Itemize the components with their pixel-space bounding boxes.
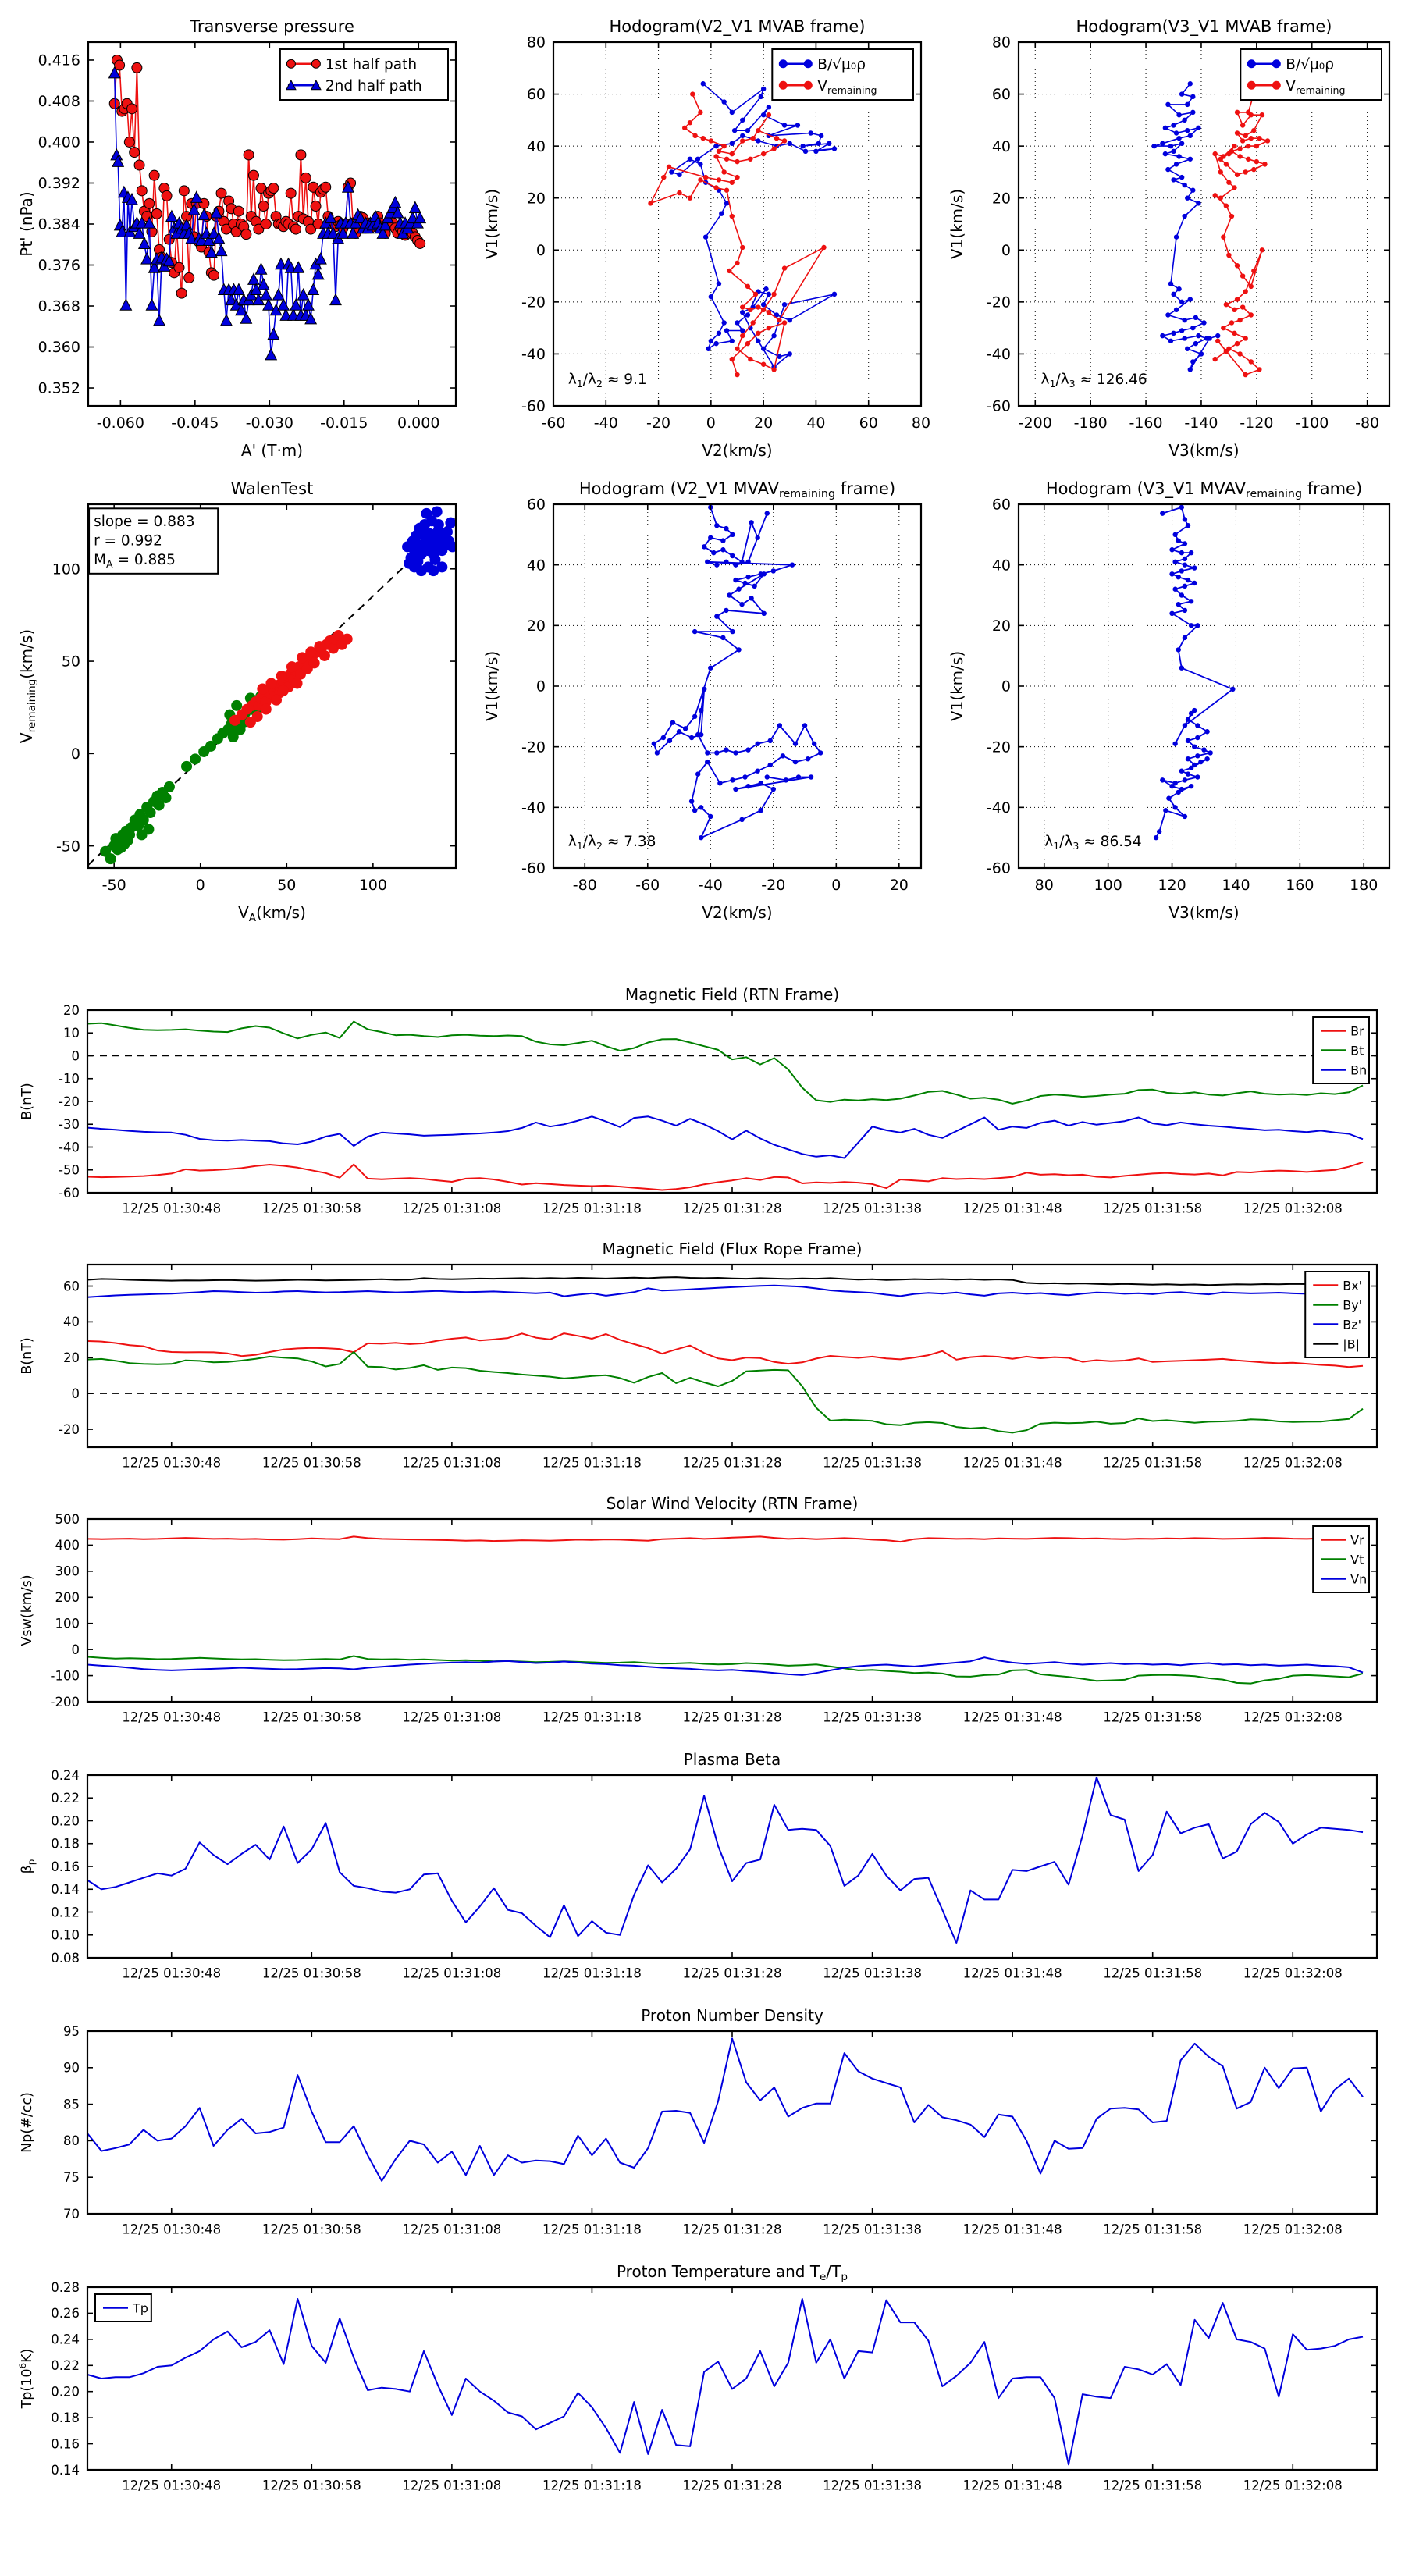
panel-title: Hodogram(V2_V1 MVAB frame) [609, 17, 866, 36]
svg-text:12/25 01:31:18: 12/25 01:31:18 [542, 1201, 642, 1216]
svg-text:-0.045: -0.045 [171, 415, 219, 432]
svg-text:12/25 01:31:58: 12/25 01:31:58 [1103, 1710, 1203, 1725]
svg-text:B/√μ₀ρ: B/√μ₀ρ [817, 56, 866, 73]
svg-text:12/25 01:31:28: 12/25 01:31:28 [682, 1201, 782, 1216]
svg-text:Vremaining: $V_{remaining}$ [1286, 77, 1346, 96]
svg-text:0: 0 [71, 1386, 80, 1401]
svg-text:12/25 01:31:08: 12/25 01:31:08 [402, 1455, 502, 1471]
svg-text:-0.015: -0.015 [320, 415, 368, 432]
svg-text:12/25 01:31:38: 12/25 01:31:38 [823, 2478, 923, 2493]
svg-text:0: 0 [535, 241, 546, 259]
svg-text:12/25 01:32:08: 12/25 01:32:08 [1243, 1201, 1343, 1216]
panel-hodogram-v2v1-mvab [471, 6, 934, 465]
svg-text:60: 60 [859, 415, 878, 432]
x-axis-label: V3(km/s) [1168, 441, 1240, 460]
svg-text:70: 70 [63, 2206, 80, 2222]
svg-text:12/25 01:30:58: 12/25 01:30:58 [261, 1710, 361, 1725]
svg-text:-20: -20 [59, 1094, 80, 1109]
panel-title: Proton Temperature and $T_e/T_p$ [616, 2262, 848, 2283]
svg-text:50: 50 [277, 877, 297, 894]
svg-text:λ1/λ2 ≈ 7.38: $\lambda_1/\lambda_2 \approx 7.38$ [567, 833, 656, 852]
svg-text:-20: -20 [59, 1421, 80, 1437]
svg-text:Br: Br [1350, 1023, 1364, 1039]
svg-text:-50: -50 [101, 877, 126, 894]
svg-text:0: 0 [535, 678, 546, 696]
x-axis-label: V3(km/s) [1168, 903, 1240, 922]
svg-text:By': By' [1343, 1297, 1363, 1313]
svg-text:0.408: 0.408 [37, 93, 80, 111]
svg-text:-60: -60 [59, 1185, 80, 1201]
svg-text:140: 140 [1222, 877, 1250, 894]
svg-text:40: 40 [63, 1315, 80, 1330]
svg-text:12/25 01:32:08: 12/25 01:32:08 [1243, 2478, 1343, 2493]
svg-text:-60: -60 [986, 397, 1011, 415]
svg-text:-40: -40 [521, 346, 546, 364]
svg-text:12/25 01:31:38: 12/25 01:31:38 [823, 2222, 923, 2237]
svg-text:12/25 01:30:48: 12/25 01:30:48 [122, 1710, 222, 1725]
panel-proton-density [0, 2001, 1405, 2250]
svg-text:-30: -30 [59, 1117, 80, 1133]
svg-text:λ1/λ3 ≈ 86.54: $\lambda_1/\lambda_3 \approx 86.54$ [1044, 833, 1142, 852]
svg-text:-20: -20 [761, 877, 786, 894]
legend [280, 49, 448, 100]
svg-text:12/25 01:30:48: 12/25 01:30:48 [122, 2222, 222, 2237]
hodogram-v3v1-mvab-svg [937, 6, 1402, 465]
svg-text:12/25 01:31:48: 12/25 01:31:48 [962, 2478, 1062, 2493]
svg-text:-40: -40 [59, 1140, 80, 1155]
x-axis-label: V2(km/s) [702, 903, 773, 922]
svg-text:12/25 01:31:48: 12/25 01:31:48 [962, 1710, 1062, 1725]
svg-text:80: 80 [991, 34, 1011, 52]
plasma-beta-svg [0, 1745, 1405, 1994]
svg-text:0.20: 0.20 [51, 1813, 80, 1829]
y-axis-label: B(nT) [20, 1337, 35, 1375]
svg-text:12/25 01:31:38: 12/25 01:31:38 [823, 1966, 923, 1981]
svg-text:-40: -40 [521, 799, 546, 817]
svg-text:12/25 01:31:28: 12/25 01:31:28 [682, 2222, 782, 2237]
svg-text:-100: -100 [1295, 415, 1329, 432]
svg-text:-20: -20 [521, 738, 546, 756]
svg-text:slope = 0.883: slope = 0.883 [94, 513, 195, 530]
svg-text:20: 20 [526, 190, 546, 208]
svg-text:100: 100 [1094, 877, 1122, 894]
svg-text:Bz': Bz' [1343, 1317, 1362, 1332]
svg-text:12/25 01:31:58: 12/25 01:31:58 [1103, 2478, 1203, 2493]
svg-text:0.360: 0.360 [37, 339, 80, 357]
y-axis-label: Pt' (nPa) [17, 191, 36, 257]
svg-text:0: 0 [71, 1642, 80, 1657]
svg-text:12/25 01:31:38: 12/25 01:31:38 [823, 1710, 923, 1725]
svg-text:0.400: 0.400 [37, 133, 80, 151]
svg-text:12/25 01:31:48: 12/25 01:31:48 [962, 1966, 1062, 1981]
panel-title: Magnetic Field (Flux Rope Frame) [602, 1240, 863, 1258]
svg-text:12/25 01:30:48: 12/25 01:30:48 [122, 2478, 222, 2493]
svg-text:-60: -60 [521, 859, 546, 877]
hodogram-v2v1-mvab-svg [471, 6, 934, 465]
y-axis-label: V1(km/s) [482, 188, 501, 260]
legend [1313, 1017, 1369, 1083]
velocity-rtn-svg [0, 1489, 1405, 1738]
y-axis-label: V1(km/s) [948, 650, 966, 722]
panel-title: Transverse pressure [190, 17, 354, 36]
svg-text:12/25 01:31:08: 12/25 01:31:08 [402, 1710, 502, 1725]
svg-text:12/25 01:31:08: 12/25 01:31:08 [402, 1966, 502, 1981]
svg-text:0.22: 0.22 [51, 1791, 80, 1806]
svg-text:20: 20 [754, 415, 774, 432]
y-axis-label: V1(km/s) [948, 188, 966, 260]
x-axis-label: V2(km/s) [702, 441, 773, 460]
svg-text:Vn: Vn [1350, 1571, 1368, 1587]
svg-text:12/25 01:30:58: 12/25 01:30:58 [261, 1966, 361, 1981]
svg-text:0.14: 0.14 [51, 1882, 80, 1898]
svg-text:-200: -200 [1018, 415, 1052, 432]
svg-text:12/25 01:30:58: 12/25 01:30:58 [261, 1201, 361, 1216]
panel-title: WalenTest [230, 479, 314, 498]
plot-area [1019, 504, 1389, 868]
svg-text:0.22: 0.22 [51, 2358, 80, 2374]
hodogram-v3v1-mvav-svg [937, 468, 1402, 927]
transverse-pressure-svg [6, 6, 468, 465]
svg-text:12/25 01:31:58: 12/25 01:31:58 [1103, 2222, 1203, 2237]
proton-temperature-svg [0, 2258, 1405, 2506]
svg-text:60: 60 [991, 496, 1011, 514]
svg-text:Vr: Vr [1350, 1532, 1364, 1548]
svg-text:0: 0 [1001, 678, 1011, 696]
panel-hodogram-v3v1-mvab [937, 6, 1402, 465]
svg-text:-0.060: -0.060 [96, 415, 144, 432]
plot-area [87, 2031, 1377, 2214]
svg-text:50: 50 [61, 653, 80, 671]
svg-text:0.16: 0.16 [51, 2436, 80, 2452]
svg-text:12/25 01:31:38: 12/25 01:31:38 [823, 1201, 923, 1216]
svg-text:r = 0.992: r = 0.992 [94, 532, 162, 550]
svg-text:12/25 01:30:58: 12/25 01:30:58 [261, 2222, 361, 2237]
x-axis-label: $V_A(km/s)$ [238, 903, 306, 924]
panel-hodogram-v3v1-mvav [937, 468, 1402, 927]
svg-text:0: 0 [70, 745, 80, 763]
svg-text:-20: -20 [521, 294, 546, 311]
svg-text:12/25 01:30:48: 12/25 01:30:48 [122, 1966, 222, 1981]
svg-text:-60: -60 [635, 877, 660, 894]
svg-text:-40: -40 [593, 415, 618, 432]
svg-text:100: 100 [52, 560, 80, 578]
svg-text:0.392: 0.392 [37, 175, 80, 193]
svg-text:12/25 01:32:08: 12/25 01:32:08 [1243, 1710, 1343, 1725]
svg-text:-160: -160 [1129, 415, 1163, 432]
svg-text:12/25 01:30:58: 12/25 01:30:58 [261, 2478, 361, 2493]
svg-text:40: 40 [806, 415, 826, 432]
svg-text:200: 200 [55, 1590, 80, 1606]
svg-text:Bn: Bn [1350, 1062, 1368, 1078]
svg-text:12/25 01:31:58: 12/25 01:31:58 [1103, 1201, 1203, 1216]
svg-text:-100: -100 [50, 1668, 80, 1684]
panel-title: Solar Wind Velocity (RTN Frame) [606, 1494, 859, 1513]
plot-area [87, 2287, 1377, 2470]
svg-text:12/25 01:31:18: 12/25 01:31:18 [542, 1710, 642, 1725]
svg-text:12/25 01:31:58: 12/25 01:31:58 [1103, 1966, 1203, 1981]
svg-text:-180: -180 [1073, 415, 1108, 432]
panel-plasma-beta [0, 1745, 1405, 1994]
svg-text:160: 160 [1286, 877, 1314, 894]
svg-text:λ1/λ3 ≈ 126.46: $\lambda_1/\lambda_3 \approx 126.46$ [1040, 371, 1147, 390]
svg-text:0.28: 0.28 [51, 2279, 80, 2295]
svg-text:-20: -20 [646, 415, 671, 432]
panel-title: Magnetic Field (RTN Frame) [624, 985, 840, 1004]
svg-text:1st half path: 1st half path [325, 56, 418, 73]
x-axis-label: A' (T·m) [240, 441, 304, 460]
svg-text:12/25 01:32:08: 12/25 01:32:08 [1243, 2222, 1343, 2237]
svg-text:-120: -120 [1240, 415, 1274, 432]
svg-text:0.18: 0.18 [51, 1836, 80, 1852]
svg-text:40: 40 [526, 137, 546, 155]
svg-text:0: 0 [706, 415, 716, 432]
svg-text:Vt: Vt [1350, 1552, 1364, 1567]
svg-text:B/√μ₀ρ: B/√μ₀ρ [1286, 56, 1334, 73]
y-axis-label: Vsw(km/s) [20, 1574, 35, 1646]
svg-text:-50: -50 [55, 838, 80, 856]
svg-text:0.24: 0.24 [51, 1767, 80, 1783]
hodogram-v2v1-mvav-svg [471, 468, 934, 927]
svg-text:-0.030: -0.030 [245, 415, 293, 432]
svg-text:12/25 01:31:58: 12/25 01:31:58 [1103, 1455, 1203, 1471]
svg-text:60: 60 [526, 496, 546, 514]
svg-text:-20: -20 [986, 294, 1011, 311]
svg-text:40: 40 [991, 557, 1011, 575]
svg-text:12/25 01:31:28: 12/25 01:31:28 [682, 2478, 782, 2493]
svg-text:12/25 01:31:48: 12/25 01:31:48 [962, 1201, 1062, 1216]
svg-text:2nd half path: 2nd half path [325, 77, 422, 94]
svg-text:85: 85 [63, 2097, 80, 2112]
svg-text:40: 40 [526, 557, 546, 575]
svg-text:0: 0 [831, 877, 841, 894]
panel-title: Hodogram (V2_V1 MVAVremaining frame) [578, 479, 896, 500]
svg-text:|B|: |B| [1343, 1336, 1361, 1352]
svg-text:Bt: Bt [1350, 1043, 1364, 1059]
mag-rtn-svg [0, 980, 1405, 1229]
svg-text:0.24: 0.24 [51, 2332, 80, 2347]
annotation [1044, 834, 1141, 852]
svg-text:-60: -60 [986, 859, 1011, 877]
panel-mag-rtn [0, 980, 1405, 1229]
svg-text:Tp: Tp [133, 2300, 148, 2316]
panel-transverse-pressure [6, 6, 468, 465]
svg-text:-140: -140 [1184, 415, 1218, 432]
y-axis-label: Np(#/cc) [20, 2092, 35, 2153]
svg-text:80: 80 [63, 2133, 80, 2149]
svg-text:100: 100 [55, 1616, 80, 1631]
y-axis-label: $Tp(10^6K)$ [17, 2348, 35, 2409]
svg-text:-40: -40 [986, 799, 1011, 817]
legend [1305, 1272, 1369, 1357]
svg-text:λ1/λ2 ≈ 9.1: $\lambda_1/\lambda_2 \approx 9.1$ [567, 371, 647, 390]
svg-text:12/25 01:31:18: 12/25 01:31:18 [542, 1455, 642, 1471]
y-axis-label: $V_{remaining}(km/s)$ [17, 628, 38, 744]
svg-text:-80: -80 [1355, 415, 1380, 432]
svg-text:12/25 01:31:28: 12/25 01:31:28 [682, 1455, 782, 1471]
svg-text:75: 75 [63, 2169, 80, 2185]
svg-text:0.376: 0.376 [37, 257, 80, 275]
svg-text:20: 20 [526, 617, 546, 635]
svg-text:-60: -60 [541, 415, 566, 432]
plot-area [87, 1519, 1377, 1702]
panel-mag-fluxrope [0, 1235, 1405, 1483]
svg-text:10: 10 [63, 1026, 80, 1041]
panel-title: Proton Number Density [641, 2006, 823, 2025]
legend [772, 49, 913, 100]
svg-text:12/25 01:30:48: 12/25 01:30:48 [122, 1455, 222, 1471]
svg-text:500: 500 [55, 1511, 80, 1527]
plot-area [87, 1775, 1377, 1958]
svg-text:Bx': Bx' [1343, 1278, 1363, 1293]
svg-text:20: 20 [63, 1350, 80, 1366]
svg-text:20: 20 [991, 190, 1011, 208]
svg-text:-50: -50 [59, 1162, 80, 1178]
svg-text:12/25 01:31:48: 12/25 01:31:48 [962, 2222, 1062, 2237]
svg-text:12/25 01:31:08: 12/25 01:31:08 [402, 2222, 502, 2237]
svg-text:90: 90 [63, 2060, 80, 2076]
svg-text:20: 20 [63, 1002, 80, 1018]
panel-walen-test [6, 468, 468, 927]
svg-text:0: 0 [195, 877, 205, 894]
legend [95, 2294, 151, 2322]
svg-text:12/25 01:31:28: 12/25 01:31:28 [682, 1966, 782, 1981]
svg-text:Vremaining: $V_{remaining}$ [817, 77, 877, 96]
svg-text:100: 100 [358, 877, 387, 894]
svg-text:80: 80 [1034, 877, 1054, 894]
panel-proton-temperature [0, 2258, 1405, 2506]
panel-velocity-rtn [0, 1489, 1405, 1738]
svg-text:-60: -60 [521, 397, 546, 415]
proton-density-svg [0, 2001, 1405, 2250]
svg-text:60: 60 [526, 86, 546, 104]
svg-text:12/25 01:31:08: 12/25 01:31:08 [402, 2478, 502, 2493]
svg-text:180: 180 [1350, 877, 1378, 894]
svg-text:20: 20 [889, 877, 909, 894]
svg-text:0.416: 0.416 [37, 52, 80, 69]
svg-text:12/25 01:31:08: 12/25 01:31:08 [402, 1201, 502, 1216]
svg-text:95: 95 [63, 2023, 80, 2039]
svg-text:0.08: 0.08 [51, 1950, 80, 1966]
svg-text:-40: -40 [986, 346, 1011, 364]
svg-text:0.384: 0.384 [37, 215, 80, 233]
panel-hodogram-v2v1-mvav [471, 468, 934, 927]
legend [1240, 49, 1382, 100]
y-axis-label: B(nT) [20, 1083, 35, 1120]
svg-text:80: 80 [526, 34, 546, 52]
svg-text:60: 60 [63, 1279, 80, 1294]
svg-text:400: 400 [55, 1538, 80, 1553]
svg-text:80: 80 [911, 415, 931, 432]
svg-text:20: 20 [991, 617, 1011, 635]
svg-text:0.12: 0.12 [51, 1905, 80, 1920]
svg-text:0.18: 0.18 [51, 2410, 80, 2425]
svg-text:0: 0 [71, 1048, 80, 1064]
svg-text:120: 120 [1158, 877, 1186, 894]
svg-text:-40: -40 [698, 877, 723, 894]
panel-title: Plasma Beta [683, 1750, 781, 1769]
svg-text:0.368: 0.368 [37, 297, 80, 315]
svg-text:0.20: 0.20 [51, 2384, 80, 2400]
svg-text:0.352: 0.352 [37, 379, 80, 397]
mag-fluxrope-svg [0, 1235, 1405, 1483]
panel-title: Hodogram(V3_V1 MVAB frame) [1076, 17, 1332, 36]
annotation [1041, 372, 1147, 390]
svg-text:-10: -10 [59, 1071, 80, 1087]
svg-text:12/25 01:30:48: 12/25 01:30:48 [122, 1201, 222, 1216]
svg-text:12/25 01:31:18: 12/25 01:31:18 [542, 2222, 642, 2237]
svg-text:0.26: 0.26 [51, 2306, 80, 2322]
svg-text:-20: -20 [986, 738, 1011, 756]
y-axis-label: V1(km/s) [482, 650, 501, 722]
svg-text:0.16: 0.16 [51, 1859, 80, 1874]
svg-text:300: 300 [55, 1564, 80, 1579]
svg-text:12/25 01:31:48: 12/25 01:31:48 [962, 1455, 1062, 1471]
svg-text:12/25 01:31:38: 12/25 01:31:38 [823, 1455, 923, 1471]
svg-text:MA = 0.885: $M_A = 0.885$ [94, 551, 176, 570]
svg-text:0: 0 [1001, 241, 1011, 259]
svg-text:12/25 01:30:58: 12/25 01:30:58 [261, 1455, 361, 1471]
svg-text:0.10: 0.10 [51, 1927, 80, 1943]
svg-text:12/25 01:31:28: 12/25 01:31:28 [682, 1710, 782, 1725]
legend [1313, 1526, 1369, 1592]
svg-text:-200: -200 [50, 1694, 80, 1710]
svg-text:0.000: 0.000 [397, 415, 440, 432]
panel-title: Hodogram (V3_V1 MVAVremaining frame) [1045, 479, 1363, 500]
svg-text:60: 60 [991, 86, 1011, 104]
svg-text:12/25 01:31:18: 12/25 01:31:18 [542, 2478, 642, 2493]
y-axis-label: $\beta_p$ [20, 1859, 37, 1874]
annotation [89, 508, 218, 574]
svg-text:12/25 01:32:08: 12/25 01:32:08 [1243, 1966, 1343, 1981]
svg-text:12/25 01:31:18: 12/25 01:31:18 [542, 1966, 642, 1981]
svg-text:12/25 01:32:08: 12/25 01:32:08 [1243, 1455, 1343, 1471]
svg-text:40: 40 [991, 137, 1011, 155]
svg-text:-80: -80 [572, 877, 597, 894]
walen-test-svg [6, 468, 468, 927]
svg-text:0.14: 0.14 [51, 2462, 80, 2478]
